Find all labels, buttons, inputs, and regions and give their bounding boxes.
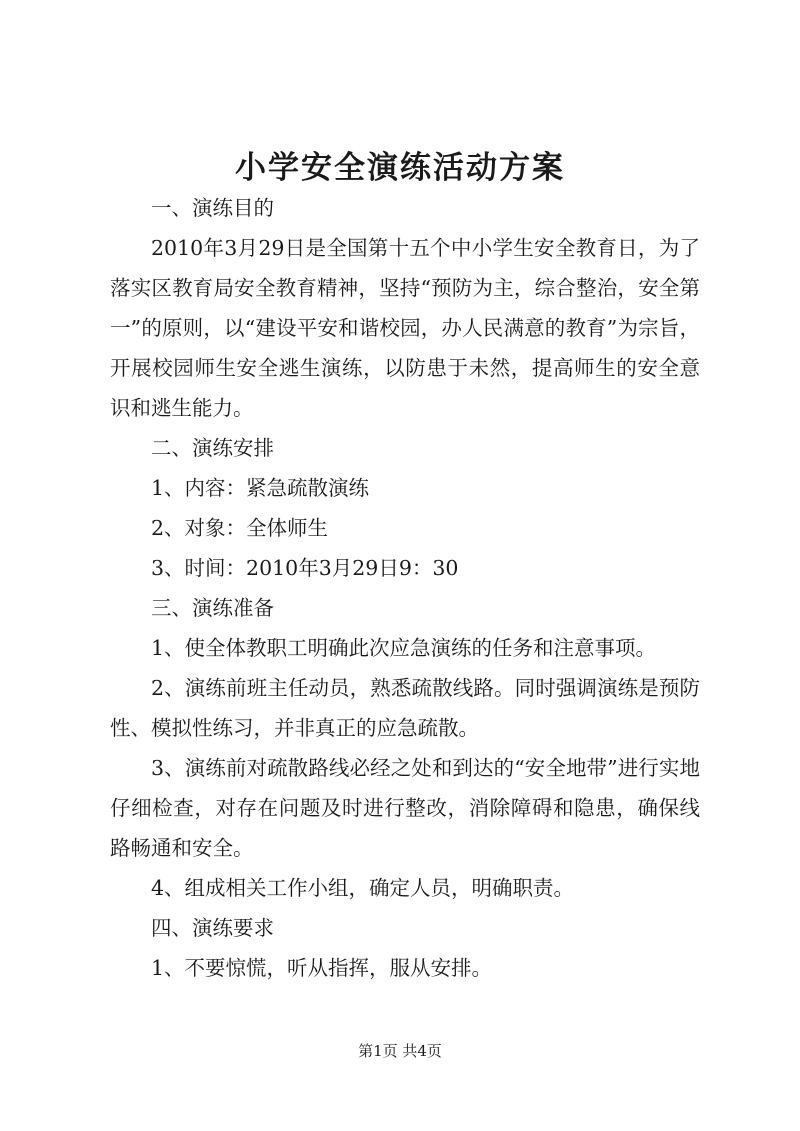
section-heading-purpose: 一、演练目的 (151, 196, 274, 220)
arrangement-target: 2、对象：全体师生 (151, 516, 329, 540)
page-footer: 第1页 共4页 (358, 1042, 442, 1060)
document-title: 小学安全演练活动方案 (235, 150, 565, 186)
arrangement-content: 1、内容：紧急疏散演练 (151, 476, 370, 500)
requirement-item-1: 1、不要惊慌，听从指挥，服从安排。 (151, 956, 493, 980)
preparation-item-4: 4、组成相关工作小组，确定人员，明确职责。 (151, 876, 575, 900)
preparation-item-2: 2、演练前班主任动员，熟悉疏散线路。同时强调演练是预防性、模拟性练习，并非真正的应急疏散。 (110, 676, 700, 740)
paragraph-purpose: 2010年3月29日是全国第十五个中小学生安全教育日，为了落实区教育局安全教育精神，坚持“预防为主，综合整治，安全第一”的原则，以“建设平安和谐校园，办人民满意的教育”为宗旨，开展校园师生安全逃生演练，以防患于未然，提高师生的安全意识和逃生能力。 (110, 236, 700, 420)
preparation-item-3: 3、演练前对疏散路线必经之处和到达的“安全地带”进行实地仔细检查，对存在问题及时进行整改，消除障碍和隐患，确保线路畅通和安全。 (110, 756, 700, 860)
document-body (110, 188, 700, 988)
section-heading-arrangement: 二、演练安排 (151, 436, 274, 460)
preparation-item-1: 1、使全体教职工明确此次应急演练的任务和注意事项。 (151, 636, 657, 660)
arrangement-time: 3、时间：2010年3月29日9：30 (151, 556, 459, 580)
section-heading-preparation: 三、演练准备 (151, 596, 274, 620)
section-heading-requirements: 四、演练要求 (151, 916, 274, 940)
